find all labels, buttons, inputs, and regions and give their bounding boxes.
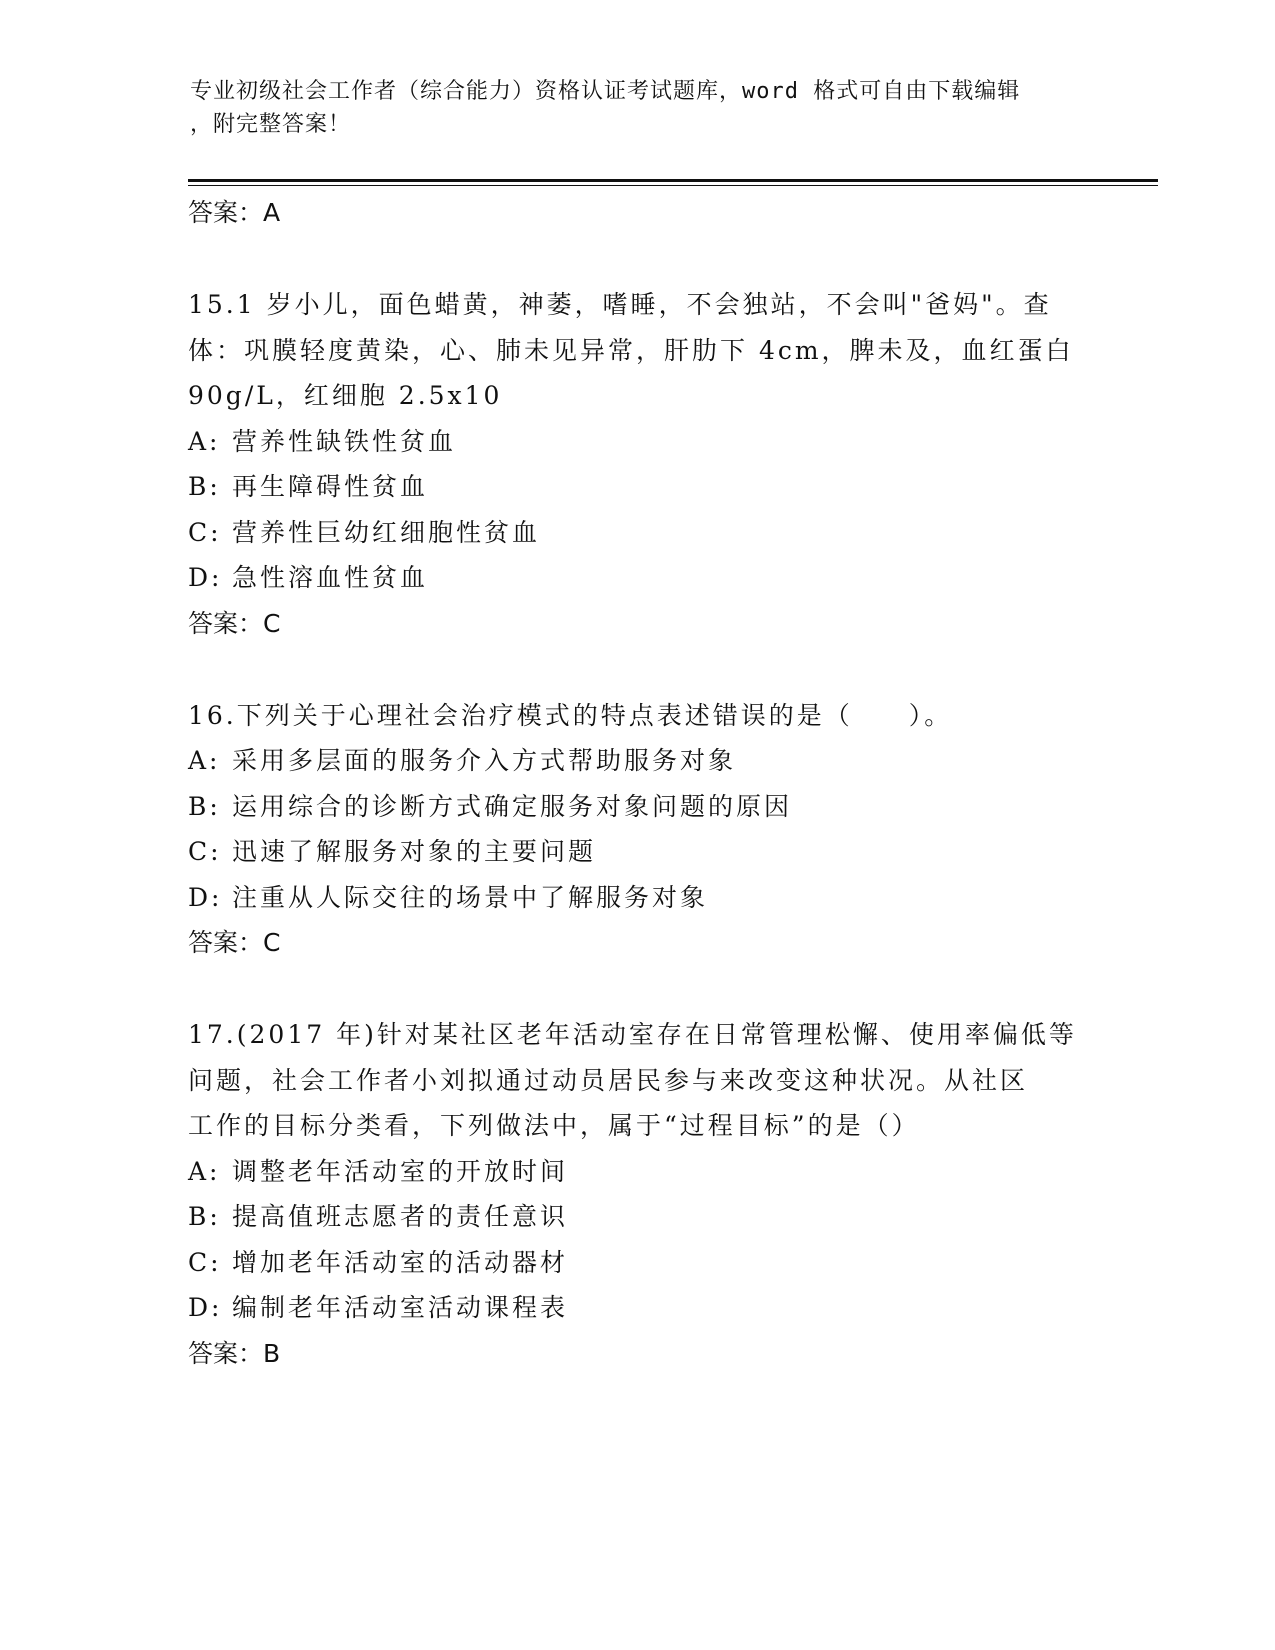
option-text: 再生障碍性贫血 <box>232 472 429 501</box>
option-a <box>188 738 1088 784</box>
option-label: D: <box>188 882 223 912</box>
question-stem-line: 工作的目标分类看，下列做法中，属于“过程目标”的是（） <box>188 1111 920 1140</box>
option-label: A: <box>188 746 221 775</box>
question-stem-line: 16.下列关于心理社会治疗模式的特点表述错误的是（ ）。 <box>188 700 953 730</box>
header-divider-thin <box>188 185 1158 186</box>
option-label: A: <box>188 1156 221 1186</box>
spacer <box>188 236 1088 282</box>
option-label: B: <box>188 472 221 501</box>
option-b <box>188 1194 1088 1240</box>
option-text: 运用综合的诊断方式确定服务对象问题的原因 <box>232 791 793 821</box>
option-text: 营养性缺铁性贫血 <box>232 426 457 456</box>
option-text: 调整老年活动室的开放时间 <box>232 1156 569 1186</box>
header-divider-thick <box>188 179 1158 182</box>
question-stem-line: 体：巩膜轻度黄染，心、肺未见异常，肝肋下 4cm，脾未及，血红蛋白 <box>188 335 1074 365</box>
option-text: 迅速了解服务对象的主要问题 <box>232 837 597 866</box>
option-label: B: <box>188 791 221 821</box>
option-label: C: <box>188 517 222 547</box>
option-a <box>188 419 1088 465</box>
option-label: C: <box>188 837 222 866</box>
answer-line: 答案：C <box>188 928 281 957</box>
option-text: 采用多层面的服务介入方式帮助服务对象 <box>232 746 737 775</box>
option-c <box>188 510 1088 556</box>
answer-line: 答案：C <box>188 608 281 638</box>
answer-line: 答案：B <box>188 1338 281 1368</box>
option-b <box>188 464 1088 510</box>
spacer <box>188 966 1088 1012</box>
question-17 <box>188 1012 1088 1377</box>
question-stem-line: 17.(2017 年)针对某社区老年活动室存在日常管理松懈、使用率偏低等 <box>188 1020 1077 1049</box>
option-b <box>188 784 1088 830</box>
option-label: D: <box>188 563 223 592</box>
option-text: 增加老年活动室的活动器材 <box>232 1247 569 1277</box>
option-d <box>188 1285 1088 1331</box>
header-line-1: 专业初级社会工作者（综合能力）资格认证考试题库，word 格式可自由下载编辑 <box>190 79 1021 104</box>
answer-line: 答案：A <box>188 198 281 227</box>
question-stem-line: 90g/L，红细胞 2.5x10 <box>188 381 503 410</box>
option-a <box>188 1149 1088 1195</box>
option-label: A: <box>188 426 221 456</box>
option-text: 提高值班志愿者的责任意识 <box>232 1202 569 1231</box>
document-header <box>190 75 1090 141</box>
question-15 <box>188 282 1088 647</box>
document-body <box>188 190 1088 1377</box>
option-text: 注重从人际交往的场景中了解服务对象 <box>232 882 709 912</box>
spacer <box>188 647 1088 693</box>
option-d <box>188 875 1088 921</box>
option-c <box>188 829 1088 875</box>
option-text: 急性溶血性贫血 <box>232 563 429 592</box>
option-label: C: <box>188 1247 222 1277</box>
question-stem-line: 15.1 岁小儿，面色蜡黄，神萎，嗜睡，不会独站，不会叫"爸妈"。查 <box>188 290 1052 319</box>
option-d <box>188 555 1088 601</box>
option-label: D: <box>188 1293 223 1322</box>
option-text: 编制老年活动室活动课程表 <box>232 1293 569 1322</box>
option-text: 营养性巨幼红细胞性贫血 <box>232 517 541 547</box>
option-c <box>188 1240 1088 1286</box>
question-16 <box>188 693 1088 967</box>
header-line-2: ，附完整答案！ <box>190 112 352 137</box>
option-label: B: <box>188 1202 221 1231</box>
question-stem-line: 问题，社会工作者小刘拟通过动员居民参与来改变这种状况。从社区 <box>188 1065 1029 1095</box>
